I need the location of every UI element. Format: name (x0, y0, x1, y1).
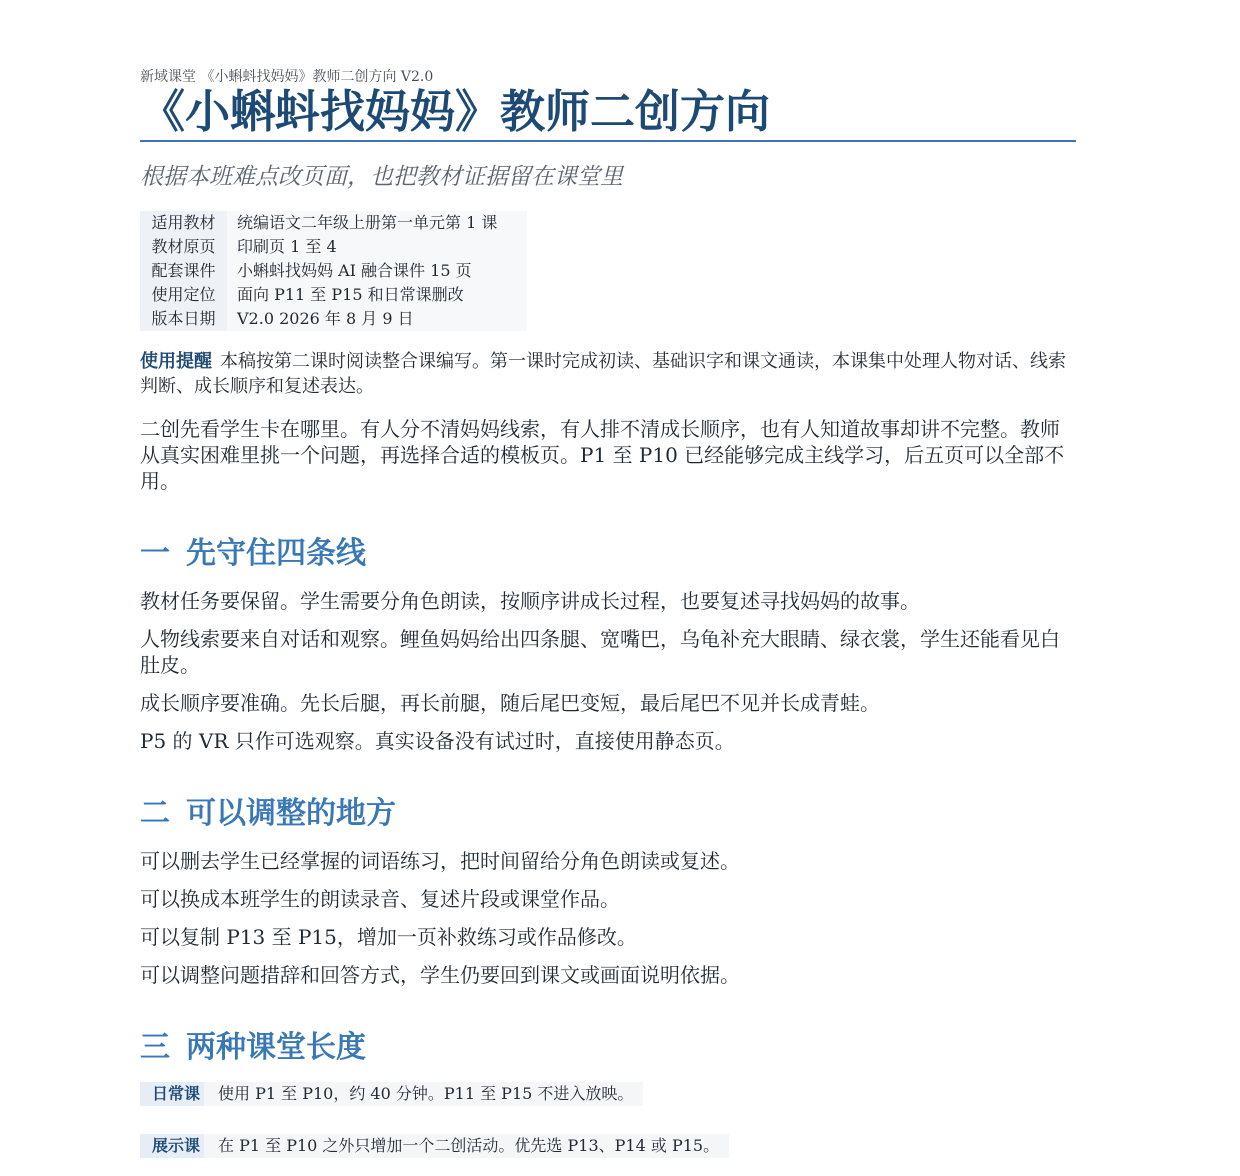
meta-key: 配套课件 (140, 259, 227, 283)
section-paragraph: P5 的 VR 只作可选观察。真实设备没有试过时，直接使用静态页。 (140, 729, 735, 753)
section-title: 可以调整的地方 (186, 796, 396, 831)
lesson-length-text: 在 P1 至 P10 之外只增加一个二创活动。优先选 P13、P14 或 P15。 (204, 1134, 729, 1158)
meta-key: 适用教材 (140, 211, 227, 235)
section-number: 二 (140, 796, 170, 831)
meta-key: 教材原页 (140, 235, 227, 259)
meta-key: 版本日期 (140, 307, 227, 331)
meta-value: 面向 P11 至 P15 和日常课删改 (227, 283, 527, 307)
lesson-length-tag: 展示课 (140, 1134, 204, 1158)
title-divider (140, 140, 1076, 142)
section-paragraph: 人物线索要来自对话和观察。鲤鱼妈妈给出四条腿、宽嘴巴，乌龟补充大眼睛、绿衣裳，学生还能看见白肚皮。 (140, 627, 1060, 677)
meta-row (140, 307, 527, 331)
notice-label: 使用提醒 (140, 351, 212, 372)
section-paragraph: 可以删去学生已经掌握的词语练习，把时间留给分角色朗读或复述。 (140, 849, 740, 873)
meta-row (140, 235, 527, 259)
section-title: 先守住四条线 (186, 536, 366, 571)
section-paragraph: 可以调整问题措辞和回答方式，学生仍要回到课文或画面说明依据。 (140, 963, 740, 987)
meta-row (140, 283, 527, 307)
section-number: 一 (140, 536, 170, 571)
notice-text: 本稿按第二课时阅读整合课编写。第一课时完成初读、基础识字和课文通读，本课集中处理人物对话、线索判断、成长顺序和复述表达。 (140, 351, 1066, 397)
meta-value: 印刷页 1 至 4 (227, 235, 527, 259)
section-paragraph: 教材任务要保留。学生需要分角色朗读，按顺序讲成长过程，也要复述寻找妈妈的故事。 (140, 589, 920, 613)
section-paragraph: 可以换成本班学生的朗读录音、复述片段或课堂作品。 (140, 887, 620, 911)
section-heading (140, 1022, 366, 1066)
section-heading (140, 788, 396, 832)
meta-row (140, 259, 527, 283)
intro-paragraph: 二创先看学生卡在哪里。有人分不清妈妈线索，有人排不清成长顺序，也有人知道故事却讲不完整。教师从真实困难里挑一个问题，再选择合适的模板页。P1 至 P10 已经能够完成主线学习，后五页可以全部不用。 (140, 417, 1065, 493)
section-number: 三 (140, 1030, 170, 1065)
usage-notice (140, 349, 1076, 399)
lesson-length-item (140, 1082, 643, 1106)
meta-value: V2.0 2026 年 8 月 9 日 (227, 307, 527, 331)
document-subtitle: 根据本班难点改页面，也把教材证据留在课堂里 (140, 164, 623, 190)
meta-key: 使用定位 (140, 283, 227, 307)
meta-value: 小蝌蚪找妈妈 AI 融合课件 15 页 (227, 259, 527, 283)
lesson-length-tag: 日常课 (140, 1082, 204, 1106)
document-title: 《小蝌蚪找妈妈》教师二创方向 (140, 85, 771, 138)
meta-value: 统编语文二年级上册第一单元第 1 课 (227, 211, 527, 235)
lesson-length-text: 使用 P1 至 P10，约 40 分钟。P11 至 P15 不进入放映。 (204, 1082, 643, 1106)
section-paragraph: 可以复制 P13 至 P15，增加一页补救练习或作品修改。 (140, 925, 637, 949)
meta-table (140, 211, 527, 331)
meta-row (140, 211, 527, 235)
document-eyebrow: 新域课堂 《小蝌蚪找妈妈》教师二创方向 V2.0 (140, 69, 434, 85)
section-title: 两种课堂长度 (186, 1030, 366, 1065)
lesson-length-item (140, 1134, 729, 1158)
section-paragraph: 成长顺序要准确。先长后腿，再长前腿，随后尾巴变短，最后尾巴不见并长成青蛙。 (140, 691, 880, 715)
section-heading (140, 528, 366, 572)
